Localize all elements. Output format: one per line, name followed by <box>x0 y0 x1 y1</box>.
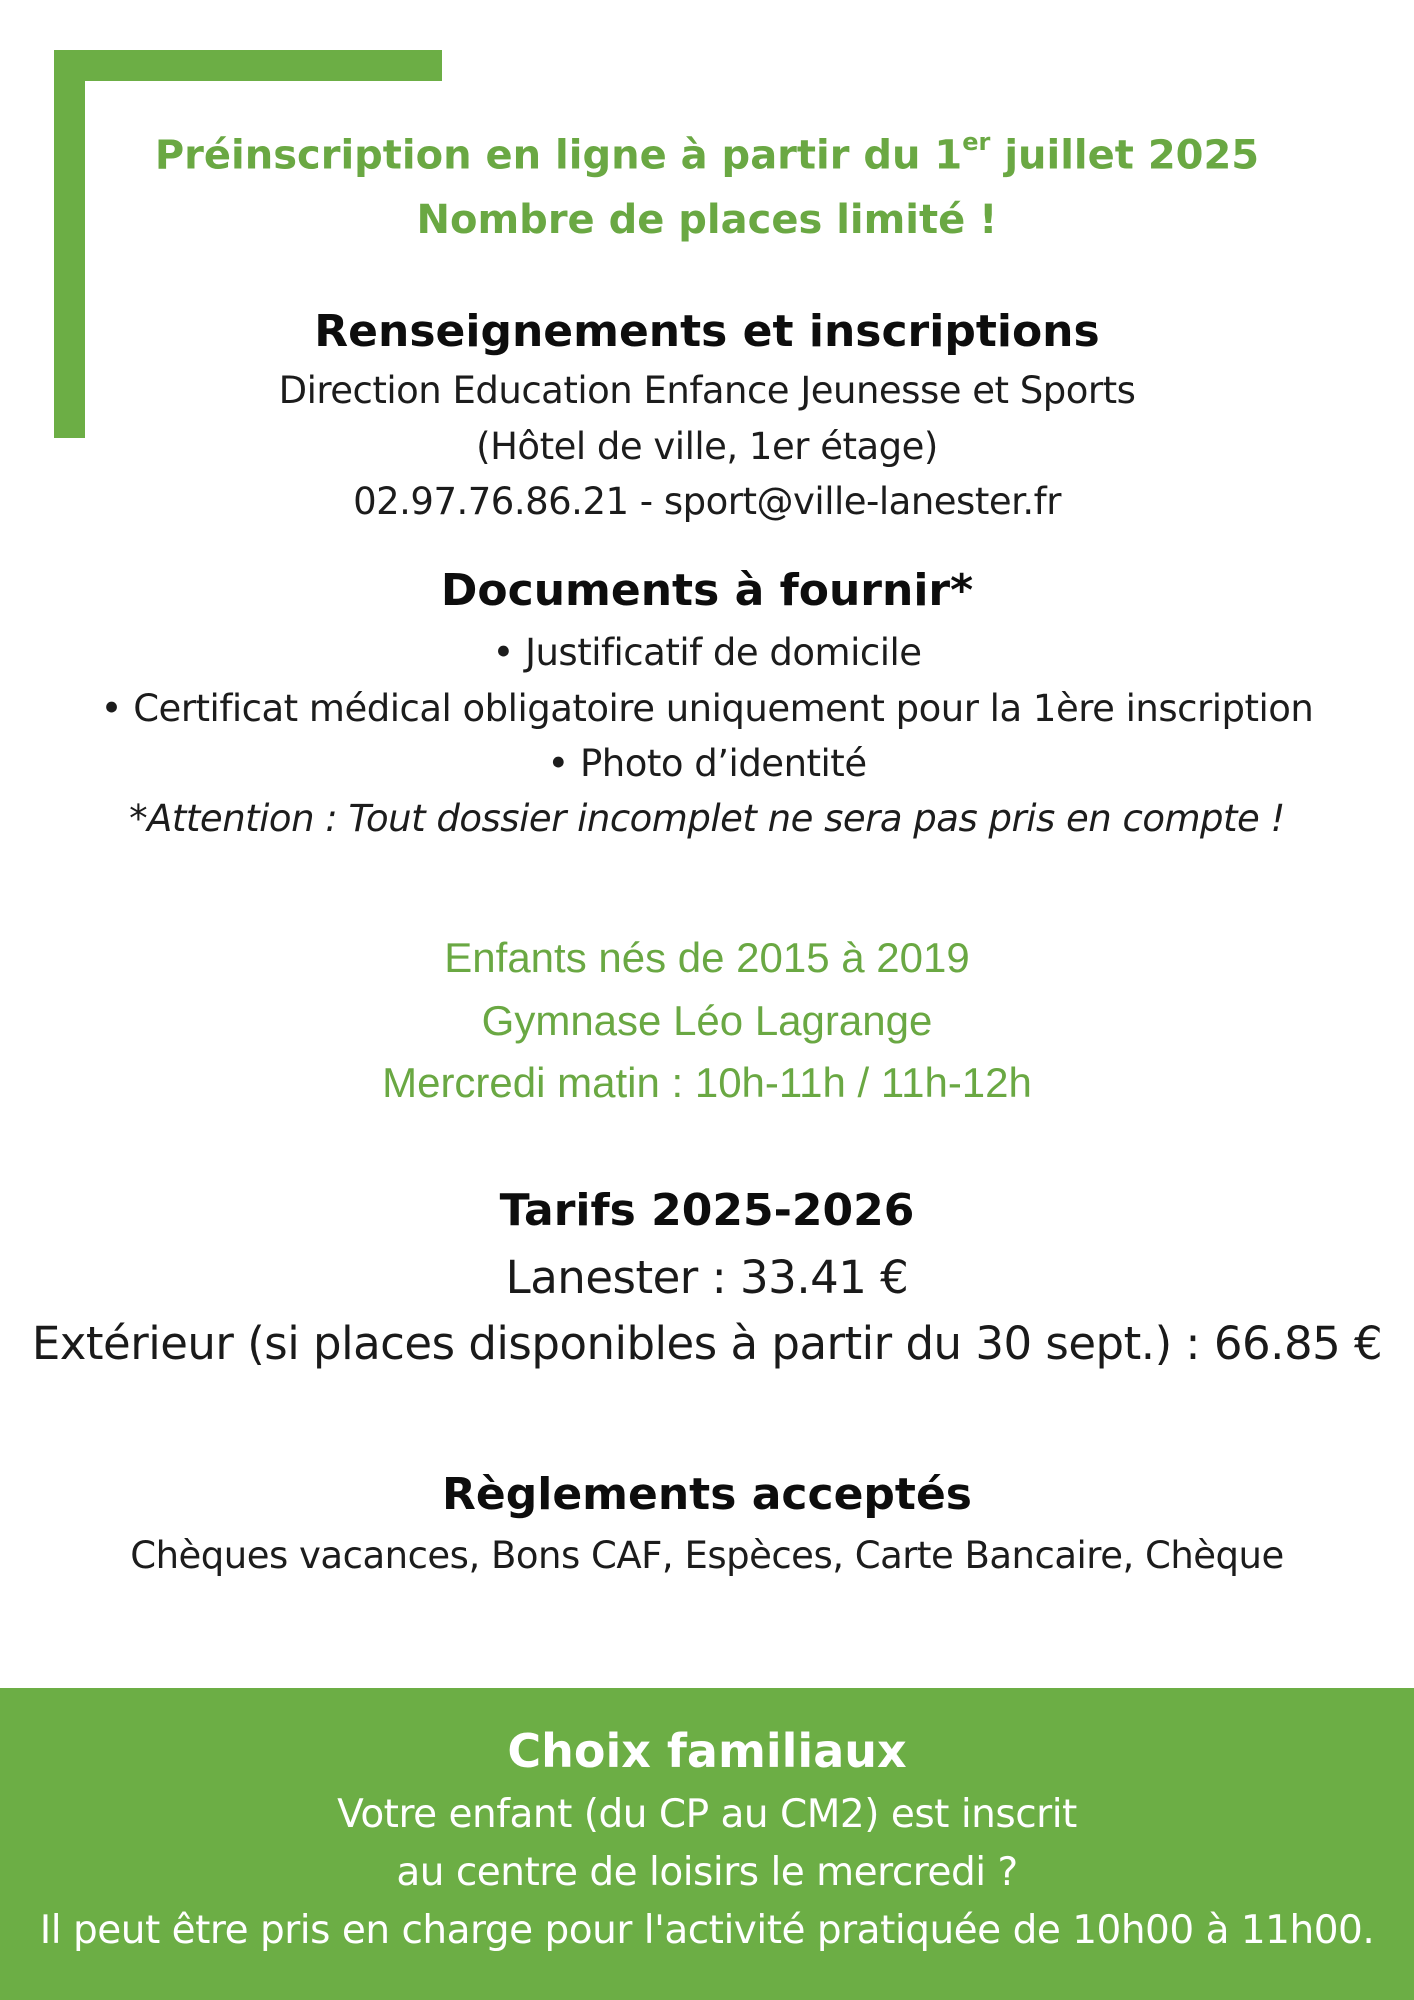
contact-line: 02.97.76.86.21 - sport@ville-lanester.fr <box>353 480 1061 523</box>
documents-title: Documents à fournir* <box>440 565 974 616</box>
direction-line: Direction Education Enfance Jeunesse et Sports <box>278 369 1136 412</box>
renseignements-title: Renseignements et inscriptions <box>314 306 1100 357</box>
footer-line: au centre de loisirs le mercredi ? <box>396 1850 1018 1895</box>
places-limit-line: Nombre de places limité ! <box>416 197 998 243</box>
documents-warning: *Attention : Tout dossier incomplet ne sera pas pris en compte ! <box>129 797 1285 840</box>
hotel-de-ville-line: (Hôtel de ville, 1er étage) <box>476 425 938 468</box>
preinscription-date: juillet 2025 <box>990 132 1260 179</box>
document-item: • Justificatif de domicile <box>492 631 922 674</box>
reglements-list: Chèques vacances, Bons CAF, Espèces, Carte Bancaire, Chèque <box>130 1534 1284 1577</box>
venue-line: Gymnase Léo Lagrange <box>481 997 933 1044</box>
footer-line: Votre enfant (du CP au CM2) est inscrit <box>337 1792 1077 1837</box>
tarif-exterieur: Extérieur (si places disponibles à partir du 30 sept.) : 66.85 € <box>31 1317 1383 1370</box>
age-range-line: Enfants nés de 2015 à 2019 <box>444 934 970 981</box>
preinscription-sup: er <box>962 128 991 156</box>
reglements-title: Règlements acceptés <box>442 1469 972 1520</box>
schedule-line: Mercredi matin : 10h-11h / 11h-12h <box>382 1059 1032 1106</box>
document-item: • Certificat médical obligatoire uniquement pour la 1ère inscription <box>100 687 1314 730</box>
preinscription-line <box>0 128 1414 179</box>
footer-line: Il peut être pris en charge pour l'activité pratiquée de 10h00 à 11h00. <box>39 1908 1375 1953</box>
footer-title: Choix familiaux <box>507 1724 907 1778</box>
choix-familiaux-banner <box>0 1688 1414 2000</box>
tarif-lanester: Lanester : 33.41 € <box>505 1251 909 1304</box>
preinscription-text: Préinscription en ligne à partir du 1 <box>154 132 963 179</box>
document-item: • Photo d’identité <box>547 742 867 785</box>
corner-bracket-horizontal <box>54 50 442 81</box>
tarifs-title: Tarifs 2025-2026 <box>499 1185 915 1236</box>
